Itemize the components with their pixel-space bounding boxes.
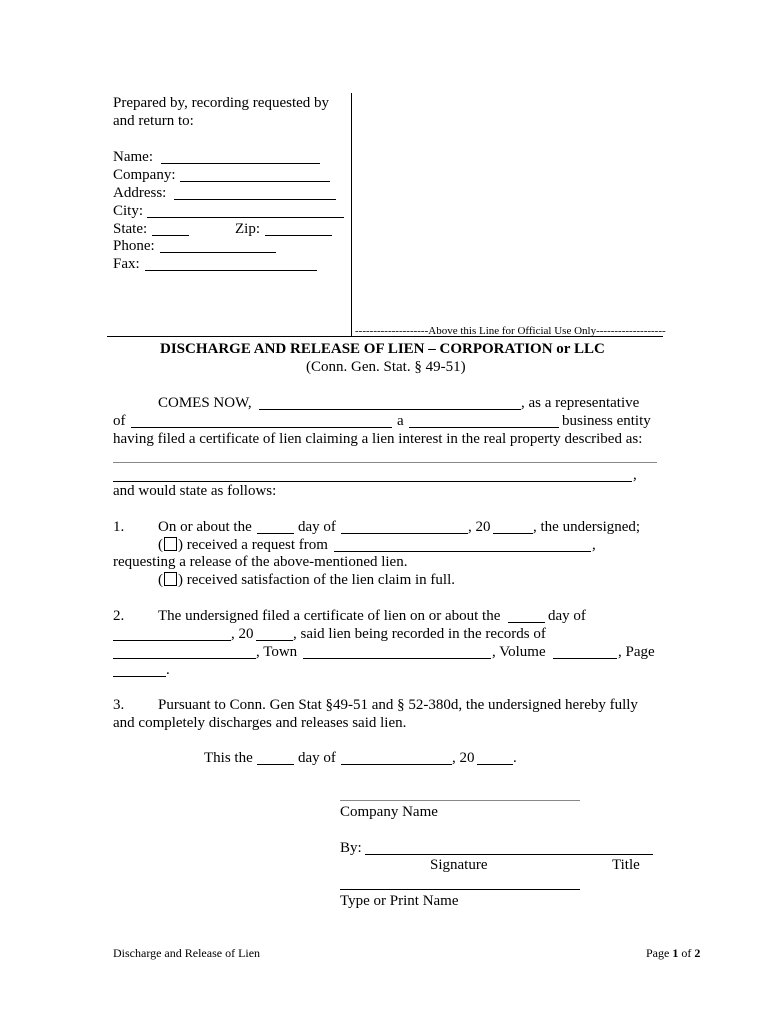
- p2-year-prefix: , 20: [231, 626, 254, 642]
- received-satisfaction-checkbox[interactable]: [164, 572, 177, 586]
- statute-reference: (Conn. Gen. Stat. § 49-51): [306, 359, 466, 375]
- signature-field[interactable]: [365, 854, 653, 855]
- execution-year-prefix: , 20: [452, 750, 475, 766]
- execution-month-field[interactable]: [341, 764, 452, 765]
- p3-text-line1: Pursuant to Conn. Gen Stat §49-51 and § 52-380d, the undersigned hereby fully: [158, 697, 638, 713]
- execution-period: .: [513, 750, 517, 766]
- received-request-checkbox[interactable]: [164, 537, 177, 551]
- p2-period: .: [166, 662, 170, 678]
- execution-year-field[interactable]: [477, 764, 513, 765]
- comes-now-label: COMES NOW,: [158, 395, 252, 411]
- as-representative-text: , as a representative: [521, 395, 640, 411]
- company-name-signature-line[interactable]: [340, 800, 580, 801]
- zip-label: Zip:: [235, 221, 260, 237]
- p1-option-request: ( ) received a request from: [158, 537, 328, 553]
- document-title: DISCHARGE AND RELEASE OF LIEN – CORPORATION or LLC: [160, 341, 605, 357]
- p1-requesting-text: requesting a release of the above-mentioned lien.: [113, 554, 408, 570]
- would-state-text: and would state as follows:: [113, 483, 277, 499]
- property-description-line1[interactable]: [113, 462, 657, 463]
- company-label: Company:: [113, 167, 176, 183]
- p1-day-field[interactable]: [257, 533, 294, 534]
- page-total: 2: [694, 946, 701, 960]
- received-request-text: ) received a request from: [178, 537, 328, 553]
- print-name-field[interactable]: [340, 889, 580, 890]
- city-field[interactable]: [147, 217, 344, 218]
- phone-label: Phone:: [113, 238, 155, 254]
- title-caption: Title: [612, 857, 640, 873]
- prepared-by-line2: and return to:: [113, 113, 194, 129]
- p2-town-field[interactable]: [303, 658, 491, 659]
- recording-area-divider: [351, 93, 352, 336]
- p1-on-or-about: On or about the: [158, 519, 252, 535]
- p1-undersigned: , the undersigned;: [533, 519, 641, 535]
- header-rule: [107, 336, 663, 337]
- page-current: 1: [672, 946, 679, 960]
- p2-page-label: , Page: [618, 644, 655, 660]
- by-label: By:: [340, 840, 362, 856]
- business-entity-text: business entity: [562, 413, 651, 429]
- p1-month-field[interactable]: [341, 533, 468, 534]
- a-label: a: [397, 413, 404, 429]
- p2-records-field[interactable]: [113, 658, 256, 659]
- footer-document-name: Discharge and Release of Lien: [113, 946, 261, 960]
- p1-year-prefix: , 20: [468, 519, 491, 535]
- p2-year-field[interactable]: [256, 640, 293, 641]
- paragraph-1-number: 1.: [113, 519, 125, 535]
- name-field[interactable]: [161, 163, 320, 164]
- paragraph-3-number: 3.: [113, 697, 125, 713]
- execution-day-of: day of: [298, 750, 336, 766]
- address-field[interactable]: [174, 199, 336, 200]
- address-label: Address:: [113, 185, 167, 201]
- name-label: Name:: [113, 149, 153, 165]
- prepared-by-line1: Prepared by, recording requested by: [113, 95, 330, 111]
- p2-volume-field[interactable]: [553, 658, 617, 659]
- p2-day-field[interactable]: [508, 622, 545, 623]
- official-use-notice: --------------------Above this Line for Official Use Only-------------------: [355, 325, 666, 337]
- city-label: City:: [113, 203, 144, 219]
- execution-day-field[interactable]: [257, 764, 294, 765]
- p2-volume-label: , Volume: [492, 644, 546, 660]
- print-name-caption: Type or Print Name: [340, 893, 459, 909]
- fax-label: Fax:: [113, 256, 140, 272]
- company-name-field[interactable]: [131, 427, 392, 428]
- request-comma: ,: [592, 537, 596, 553]
- p3-text-line2: and completely discharges and releases said lien.: [113, 715, 407, 731]
- state-label: State:: [113, 221, 148, 237]
- received-satisfaction-text: ) received satisfaction of the lien claim in full.: [178, 572, 455, 588]
- company-field[interactable]: [180, 181, 330, 182]
- fax-field[interactable]: [145, 270, 317, 271]
- p1-day-of: day of: [298, 519, 336, 535]
- p2-day-of: day of: [548, 608, 586, 624]
- signature-caption: Signature: [430, 857, 488, 873]
- p2-text: The undersigned filed a certificate of lien on or about the: [158, 608, 501, 624]
- p2-month-field[interactable]: [113, 640, 231, 641]
- description-comma: ,: [633, 467, 637, 483]
- this-the-label: This the: [204, 750, 253, 766]
- paragraph-2-number: 2.: [113, 608, 125, 624]
- p2-recorded-text: , said lien being recorded in the records of: [293, 626, 546, 642]
- state-field[interactable]: [152, 235, 189, 236]
- phone-field[interactable]: [160, 252, 276, 253]
- having-filed-text: having filed a certificate of lien claiming a lien interest in the real property described as:: [113, 431, 643, 447]
- p1-year-field[interactable]: [493, 533, 533, 534]
- p2-town-label: , Town: [256, 644, 298, 660]
- representative-name-field[interactable]: [259, 409, 521, 410]
- entity-state-field[interactable]: [409, 427, 559, 428]
- p1-option-satisfaction: ( ) received satisfaction of the lien claim in full.: [158, 572, 455, 588]
- zip-field[interactable]: [265, 235, 332, 236]
- page-of: of: [678, 946, 695, 960]
- page-number: [646, 946, 700, 960]
- p2-page-field[interactable]: [113, 676, 166, 677]
- request-from-field[interactable]: [334, 551, 591, 552]
- company-name-caption: Company Name: [340, 804, 438, 820]
- of-label: of: [113, 413, 126, 429]
- page-prefix: Page: [646, 946, 673, 960]
